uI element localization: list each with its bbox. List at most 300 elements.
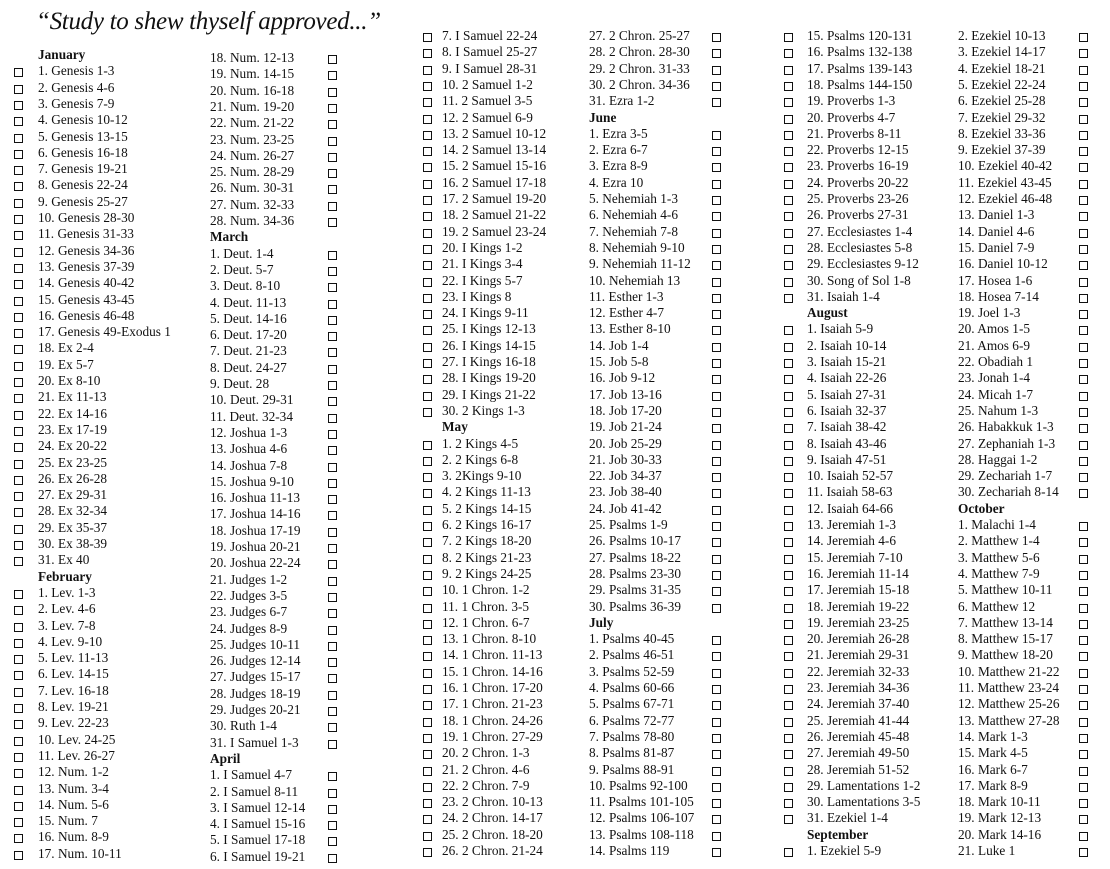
reading-checkbox[interactable] (423, 163, 432, 172)
reading-checkbox[interactable] (328, 316, 337, 325)
reading-checkbox[interactable] (1079, 33, 1088, 42)
reading-checkbox[interactable] (784, 196, 793, 205)
reading-checkbox[interactable] (423, 212, 432, 221)
reading-checkbox[interactable] (784, 163, 793, 172)
reading-checkbox[interactable] (14, 345, 23, 354)
reading-checkbox[interactable] (14, 460, 23, 469)
reading-checkbox[interactable] (784, 392, 793, 401)
reading-checkbox[interactable] (1079, 278, 1088, 287)
reading-checkbox[interactable] (1079, 424, 1088, 433)
reading-checkbox[interactable] (712, 473, 721, 482)
reading-checkbox[interactable] (1079, 131, 1088, 140)
reading-checkbox[interactable] (328, 283, 337, 292)
reading-checkbox[interactable] (1079, 441, 1088, 450)
reading-checkbox[interactable] (712, 848, 721, 857)
reading-checkbox[interactable] (712, 196, 721, 205)
reading-checkbox[interactable] (712, 424, 721, 433)
reading-checkbox[interactable] (14, 851, 23, 860)
reading-checkbox[interactable] (784, 457, 793, 466)
reading-checkbox[interactable] (1079, 783, 1088, 792)
reading-checkbox[interactable] (784, 669, 793, 678)
reading-checkbox[interactable] (784, 620, 793, 629)
reading-checkbox[interactable] (14, 623, 23, 632)
reading-checkbox[interactable] (784, 82, 793, 91)
reading-checkbox[interactable] (328, 609, 337, 618)
reading-checkbox[interactable] (423, 750, 432, 759)
reading-checkbox[interactable] (1079, 750, 1088, 759)
reading-checkbox[interactable] (712, 261, 721, 270)
reading-checkbox[interactable] (784, 571, 793, 580)
reading-checkbox[interactable] (1079, 98, 1088, 107)
reading-checkbox[interactable] (14, 248, 23, 257)
reading-checkbox[interactable] (1079, 522, 1088, 531)
reading-checkbox[interactable] (784, 587, 793, 596)
reading-checkbox[interactable] (328, 365, 337, 374)
reading-checkbox[interactable] (784, 424, 793, 433)
reading-checkbox[interactable] (14, 639, 23, 648)
reading-checkbox[interactable] (14, 231, 23, 240)
reading-checkbox[interactable] (1079, 587, 1088, 596)
reading-checkbox[interactable] (328, 55, 337, 64)
reading-checkbox[interactable] (784, 33, 793, 42)
reading-checkbox[interactable] (784, 408, 793, 417)
reading-checkbox[interactable] (423, 326, 432, 335)
reading-checkbox[interactable] (328, 137, 337, 146)
reading-checkbox[interactable] (423, 587, 432, 596)
reading-checkbox[interactable] (328, 642, 337, 651)
reading-checkbox[interactable] (1079, 359, 1088, 368)
reading-checkbox[interactable] (1079, 115, 1088, 124)
reading-checkbox[interactable] (784, 261, 793, 270)
reading-checkbox[interactable] (328, 821, 337, 830)
reading-checkbox[interactable] (712, 734, 721, 743)
reading-checkbox[interactable] (1079, 636, 1088, 645)
reading-checkbox[interactable] (328, 397, 337, 406)
reading-checkbox[interactable] (1079, 799, 1088, 808)
reading-checkbox[interactable] (1079, 212, 1088, 221)
reading-checkbox[interactable] (14, 362, 23, 371)
reading-checkbox[interactable] (14, 720, 23, 729)
reading-checkbox[interactable] (1079, 49, 1088, 58)
reading-checkbox[interactable] (1079, 229, 1088, 238)
reading-checkbox[interactable] (712, 767, 721, 776)
reading-checkbox[interactable] (1079, 457, 1088, 466)
reading-checkbox[interactable] (784, 278, 793, 287)
reading-checkbox[interactable] (14, 492, 23, 501)
reading-checkbox[interactable] (423, 245, 432, 254)
reading-checkbox[interactable] (423, 783, 432, 792)
reading-checkbox[interactable] (712, 147, 721, 156)
reading-checkbox[interactable] (712, 131, 721, 140)
reading-checkbox[interactable] (1079, 408, 1088, 417)
reading-checkbox[interactable] (712, 718, 721, 727)
reading-checkbox[interactable] (784, 701, 793, 710)
reading-checkbox[interactable] (423, 718, 432, 727)
reading-checkbox[interactable] (423, 538, 432, 547)
reading-checkbox[interactable] (14, 411, 23, 420)
reading-checkbox[interactable] (1079, 147, 1088, 156)
reading-checkbox[interactable] (328, 577, 337, 586)
reading-checkbox[interactable] (1079, 343, 1088, 352)
reading-checkbox[interactable] (423, 229, 432, 238)
reading-checkbox[interactable] (784, 375, 793, 384)
reading-checkbox[interactable] (14, 753, 23, 762)
reading-checkbox[interactable] (1079, 66, 1088, 75)
reading-checkbox[interactable] (784, 636, 793, 645)
reading-checkbox[interactable] (328, 674, 337, 683)
reading-checkbox[interactable] (712, 33, 721, 42)
reading-checkbox[interactable] (784, 734, 793, 743)
reading-checkbox[interactable] (14, 329, 23, 338)
reading-checkbox[interactable] (423, 799, 432, 808)
reading-checkbox[interactable] (328, 789, 337, 798)
reading-checkbox[interactable] (712, 229, 721, 238)
reading-checkbox[interactable] (712, 294, 721, 303)
reading-checkbox[interactable] (712, 98, 721, 107)
reading-checkbox[interactable] (712, 832, 721, 841)
reading-checkbox[interactable] (328, 837, 337, 846)
reading-checkbox[interactable] (712, 66, 721, 75)
reading-checkbox[interactable] (423, 832, 432, 841)
reading-checkbox[interactable] (14, 541, 23, 550)
reading-checkbox[interactable] (328, 381, 337, 390)
reading-checkbox[interactable] (328, 71, 337, 80)
reading-checkbox[interactable] (712, 669, 721, 678)
reading-checkbox[interactable] (712, 343, 721, 352)
reading-checkbox[interactable] (1079, 815, 1088, 824)
reading-checkbox[interactable] (423, 636, 432, 645)
reading-checkbox[interactable] (784, 783, 793, 792)
reading-checkbox[interactable] (1079, 326, 1088, 335)
reading-checkbox[interactable] (423, 506, 432, 515)
reading-checkbox[interactable] (1079, 848, 1088, 857)
reading-checkbox[interactable] (784, 66, 793, 75)
reading-checkbox[interactable] (423, 359, 432, 368)
reading-label: 10. Genesis 28-30 (38, 210, 135, 225)
reading-checkbox[interactable] (784, 326, 793, 335)
reading-checkbox[interactable] (784, 538, 793, 547)
reading-checkbox[interactable] (14, 280, 23, 289)
reading-checkbox[interactable] (712, 685, 721, 694)
reading-checkbox[interactable] (784, 604, 793, 613)
reading-checkbox[interactable] (423, 115, 432, 124)
reading-checkbox[interactable] (14, 297, 23, 306)
reading-checkbox[interactable] (14, 769, 23, 778)
reading-checkbox[interactable] (14, 834, 23, 843)
reading-checkbox[interactable] (423, 278, 432, 287)
reading-checkbox[interactable] (328, 528, 337, 537)
reading-checkbox[interactable] (712, 212, 721, 221)
reading-checkbox[interactable] (328, 169, 337, 178)
reading-item (589, 224, 724, 240)
reading-checkbox[interactable] (1079, 669, 1088, 678)
reading-checkbox[interactable] (328, 446, 337, 455)
reading-checkbox[interactable] (423, 375, 432, 384)
reading-checkbox[interactable] (14, 313, 23, 322)
reading-checkbox[interactable] (712, 799, 721, 808)
reading-checkbox[interactable] (1079, 196, 1088, 205)
reading-checkbox[interactable] (784, 799, 793, 808)
reading-checkbox[interactable] (1079, 294, 1088, 303)
reading-checkbox[interactable] (423, 571, 432, 580)
reading-checkbox[interactable] (328, 185, 337, 194)
reading-checkbox[interactable] (14, 150, 23, 159)
reading-checkbox[interactable] (712, 571, 721, 580)
reading-checkbox[interactable] (1079, 82, 1088, 91)
reading-checkbox[interactable] (328, 218, 337, 227)
reading-checkbox[interactable] (712, 555, 721, 564)
reading-checkbox[interactable] (712, 636, 721, 645)
reading-checkbox[interactable] (328, 104, 337, 113)
reading-checkbox[interactable] (423, 294, 432, 303)
reading-checkbox[interactable] (14, 786, 23, 795)
reading-checkbox[interactable] (784, 294, 793, 303)
reading-checkbox[interactable] (1079, 718, 1088, 727)
reading-checkbox[interactable] (712, 750, 721, 759)
reading-checkbox[interactable] (14, 378, 23, 387)
reading-checkbox[interactable] (423, 147, 432, 156)
reading-checkbox[interactable] (14, 476, 23, 485)
reading-checkbox[interactable] (784, 98, 793, 107)
reading-checkbox[interactable] (784, 131, 793, 140)
reading-item (784, 207, 974, 223)
reading-checkbox[interactable] (14, 182, 23, 191)
reading-checkbox[interactable] (328, 251, 337, 260)
reading-checkbox[interactable] (1079, 620, 1088, 629)
reading-checkbox[interactable] (14, 134, 23, 143)
reading-checkbox[interactable] (423, 473, 432, 482)
reading-checkbox[interactable] (14, 590, 23, 599)
reading-checkbox[interactable] (328, 348, 337, 357)
reading-label: 26. Habakkuk 1-3 (958, 419, 1054, 435)
reading-checkbox[interactable] (14, 525, 23, 534)
reading-checkbox[interactable] (328, 560, 337, 569)
reading-checkbox[interactable] (14, 117, 23, 126)
reading-checkbox[interactable] (784, 343, 793, 352)
reading-checkbox[interactable] (423, 408, 432, 417)
reading-checkbox[interactable] (328, 626, 337, 635)
reading-item (784, 680, 974, 696)
reading-checkbox[interactable] (328, 740, 337, 749)
reading-checkbox[interactable] (328, 430, 337, 439)
reading-checkbox[interactable] (328, 854, 337, 863)
reading-checkbox[interactable] (784, 506, 793, 515)
reading-checkbox[interactable] (423, 261, 432, 270)
reading-checkbox[interactable] (1079, 604, 1088, 613)
reading-checkbox[interactable] (784, 685, 793, 694)
reading-checkbox[interactable] (784, 522, 793, 531)
reading-checkbox[interactable] (712, 815, 721, 824)
reading-checkbox[interactable] (1079, 180, 1088, 189)
reading-checkbox[interactable] (712, 587, 721, 596)
reading-checkbox[interactable] (712, 359, 721, 368)
reading-checkbox[interactable] (423, 131, 432, 140)
reading-checkbox[interactable] (784, 555, 793, 564)
reading-checkbox[interactable] (1079, 767, 1088, 776)
reading-checkbox[interactable] (14, 688, 23, 697)
reading-checkbox[interactable] (423, 180, 432, 189)
reading-checkbox[interactable] (784, 49, 793, 58)
reading-checkbox[interactable] (423, 815, 432, 824)
reading-checkbox[interactable] (423, 620, 432, 629)
reading-checkbox[interactable] (14, 101, 23, 110)
reading-checkbox[interactable] (14, 394, 23, 403)
reading-checkbox[interactable] (784, 718, 793, 727)
reading-checkbox[interactable] (14, 737, 23, 746)
reading-checkbox[interactable] (14, 655, 23, 664)
reading-checkbox[interactable] (1079, 473, 1088, 482)
reading-checkbox[interactable] (423, 734, 432, 743)
reading-checkbox[interactable] (328, 463, 337, 472)
reading-checkbox[interactable] (784, 212, 793, 221)
reading-checkbox[interactable] (423, 196, 432, 205)
reading-checkbox[interactable] (712, 375, 721, 384)
reading-checkbox[interactable] (14, 802, 23, 811)
reading-checkbox[interactable] (712, 163, 721, 172)
reading-checkbox[interactable] (784, 180, 793, 189)
reading-checkbox[interactable] (1079, 163, 1088, 172)
reading-checkbox[interactable] (712, 783, 721, 792)
reading-checkbox[interactable] (423, 98, 432, 107)
reading-checkbox[interactable] (14, 443, 23, 452)
reading-checkbox[interactable] (423, 669, 432, 678)
reading-checkbox[interactable] (328, 723, 337, 732)
reading-checkbox[interactable] (712, 701, 721, 710)
reading-checkbox[interactable] (712, 538, 721, 547)
reading-checkbox[interactable] (423, 604, 432, 613)
reading-checkbox[interactable] (1079, 555, 1088, 564)
reading-checkbox[interactable] (328, 479, 337, 488)
reading-checkbox[interactable] (1079, 685, 1088, 694)
reading-checkbox[interactable] (423, 701, 432, 710)
reading-checkbox[interactable] (423, 555, 432, 564)
reading-checkbox[interactable] (14, 166, 23, 175)
reading-checkbox[interactable] (784, 489, 793, 498)
reading-checkbox[interactable] (712, 180, 721, 189)
reading-checkbox[interactable] (328, 772, 337, 781)
reading-checkbox[interactable] (784, 359, 793, 368)
reading-checkbox[interactable] (1079, 571, 1088, 580)
reading-checkbox[interactable] (423, 652, 432, 661)
reading-checkbox[interactable] (14, 818, 23, 827)
reading-checkbox[interactable] (784, 848, 793, 857)
reading-checkbox[interactable] (784, 473, 793, 482)
reading-checkbox[interactable] (712, 49, 721, 58)
reading-checkbox[interactable] (712, 245, 721, 254)
reading-checkbox[interactable] (1079, 310, 1088, 319)
reading-checkbox[interactable] (423, 66, 432, 75)
reading-checkbox[interactable] (14, 671, 23, 680)
reading-checkbox[interactable] (1079, 538, 1088, 547)
reading-checkbox[interactable] (14, 508, 23, 517)
reading-checkbox[interactable] (712, 310, 721, 319)
reading-checkbox[interactable] (712, 489, 721, 498)
reading-checkbox[interactable] (423, 392, 432, 401)
reading-checkbox[interactable] (423, 82, 432, 91)
reading-checkbox[interactable] (328, 300, 337, 309)
reading-checkbox[interactable] (14, 704, 23, 713)
reading-checkbox[interactable] (1079, 701, 1088, 710)
reading-checkbox[interactable] (784, 750, 793, 759)
reading-checkbox[interactable] (328, 414, 337, 423)
reading-checkbox[interactable] (784, 245, 793, 254)
reading-checkbox[interactable] (423, 33, 432, 42)
reading-checkbox[interactable] (423, 441, 432, 450)
reading-checkbox[interactable] (712, 506, 721, 515)
reading-checkbox[interactable] (712, 392, 721, 401)
reading-checkbox[interactable] (712, 441, 721, 450)
reading-checkbox[interactable] (328, 593, 337, 602)
reading-checkbox[interactable] (423, 522, 432, 531)
reading-checkbox[interactable] (328, 88, 337, 97)
reading-checkbox[interactable] (328, 691, 337, 700)
reading-checkbox[interactable] (423, 685, 432, 694)
reading-checkbox[interactable] (423, 457, 432, 466)
reading-checkbox[interactable] (1079, 734, 1088, 743)
reading-checkbox[interactable] (1079, 261, 1088, 270)
reading-checkbox[interactable] (423, 49, 432, 58)
reading-checkbox[interactable] (784, 441, 793, 450)
reading-checkbox[interactable] (712, 522, 721, 531)
reading-checkbox[interactable] (784, 147, 793, 156)
reading-checkbox[interactable] (14, 606, 23, 615)
reading-checkbox[interactable] (328, 805, 337, 814)
reading-checkbox[interactable] (1079, 832, 1088, 841)
reading-checkbox[interactable] (1079, 392, 1088, 401)
reading-checkbox[interactable] (712, 326, 721, 335)
reading-checkbox[interactable] (14, 427, 23, 436)
reading-checkbox[interactable] (328, 707, 337, 716)
reading-checkbox[interactable] (1079, 489, 1088, 498)
reading-checkbox[interactable] (14, 557, 23, 566)
reading-checkbox[interactable] (328, 267, 337, 276)
reading-checkbox[interactable] (14, 68, 23, 77)
reading-checkbox[interactable] (1079, 375, 1088, 384)
reading-checkbox[interactable] (712, 278, 721, 287)
reading-checkbox[interactable] (784, 815, 793, 824)
reading-checkbox[interactable] (14, 215, 23, 224)
reading-checkbox[interactable] (712, 604, 721, 613)
reading-checkbox[interactable] (423, 848, 432, 857)
reading-checkbox[interactable] (328, 153, 337, 162)
reading-checkbox[interactable] (784, 652, 793, 661)
reading-checkbox[interactable] (1079, 245, 1088, 254)
reading-checkbox[interactable] (712, 408, 721, 417)
reading-checkbox[interactable] (328, 495, 337, 504)
reading-checkbox[interactable] (423, 343, 432, 352)
reading-checkbox[interactable] (1079, 652, 1088, 661)
reading-checkbox[interactable] (423, 489, 432, 498)
reading-checkbox[interactable] (712, 82, 721, 91)
reading-checkbox[interactable] (14, 264, 23, 273)
reading-checkbox[interactable] (423, 767, 432, 776)
reading-checkbox[interactable] (328, 658, 337, 667)
reading-checkbox[interactable] (712, 652, 721, 661)
reading-checkbox[interactable] (784, 767, 793, 776)
reading-checkbox[interactable] (328, 202, 337, 211)
reading-checkbox[interactable] (14, 199, 23, 208)
reading-checkbox[interactable] (712, 457, 721, 466)
reading-checkbox[interactable] (784, 115, 793, 124)
reading-checkbox[interactable] (328, 511, 337, 520)
reading-checkbox[interactable] (328, 120, 337, 129)
reading-item (589, 256, 724, 272)
reading-checkbox[interactable] (423, 310, 432, 319)
reading-checkbox[interactable] (784, 229, 793, 238)
reading-checkbox[interactable] (328, 332, 337, 341)
reading-checkbox[interactable] (14, 85, 23, 94)
reading-checkbox[interactable] (328, 544, 337, 553)
